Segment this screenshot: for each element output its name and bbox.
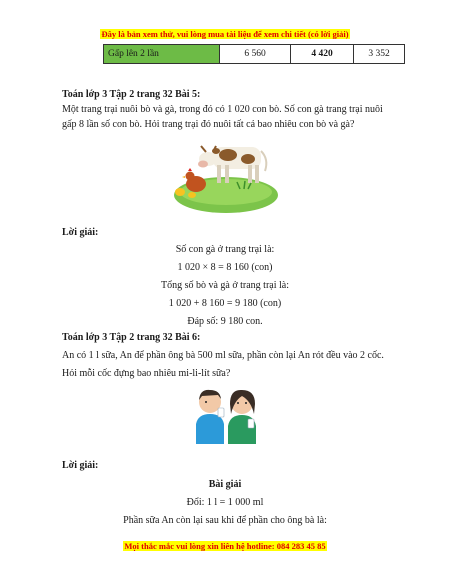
- table-cell-label: Gấp lên 2 lần: [104, 45, 220, 64]
- problem-6-text-line1: An có 1 l sữa, An để phần ông bà 500 ml sữa, phần còn lại An rót đều vào 2 cốc.: [62, 350, 384, 361]
- solution-5-line: 1 020 × 8 = 8 160 (con): [177, 262, 273, 273]
- problem-5-text-line2: gấp 8 lần số con bò. Hỏi trang trại đó nuôi tất cả bao nhiêu con bò và gà?: [62, 119, 355, 130]
- preview-banner: [0, 24, 450, 42]
- preview-banner-text: Đây là bản xem thử, vui lòng mua tài liệu để xem chi tiết (có lời giải): [101, 29, 349, 39]
- hotline-banner-text: Mọi thắc mắc vui lòng xin liên hệ hotline: 084 283 45 85: [124, 541, 326, 551]
- table-cell-value: 6 560: [220, 45, 291, 64]
- hotline-banner: [0, 536, 450, 554]
- table-cell-value: 3 352: [354, 45, 405, 64]
- cow-chicken-illustration: [168, 137, 282, 217]
- solution-5-line: 1 020 + 8 160 = 9 180 (con): [168, 298, 282, 309]
- result-table: [103, 44, 405, 64]
- problem-5-title: Toán lớp 3 Tập 2 trang 32 Bài 5:: [62, 89, 201, 100]
- solution-5-line: Tổng số bò và gà ở trang trại là:: [160, 280, 290, 291]
- table-cell-value-bold: 4 420: [291, 45, 354, 64]
- solution-6-label: Lời giải:: [62, 460, 99, 471]
- problem-6-text-line2: Hỏi mỗi cốc đựng bao nhiêu mi-li-lít sữa?: [62, 368, 231, 379]
- table-row: [104, 45, 405, 64]
- solution-6-line: Phần sữa An còn lại sau khi để phần cho ông bà là:: [123, 515, 327, 526]
- solution-5-label: Lời giải:: [62, 227, 99, 238]
- children-drinking-milk-illustration: [188, 386, 268, 444]
- problem-5-text-line1: Một trang trại nuôi bò và gà, trong đó có 1 020 con bò. Số con gà trang trại nuôi: [62, 104, 383, 115]
- solution-6-line: Đổi: 1 l = 1 000 ml: [186, 497, 264, 508]
- solution-5-line: Đáp số: 9 180 con.: [187, 316, 263, 327]
- solution-6-heading: Bài giải: [208, 479, 242, 490]
- problem-6-title: Toán lớp 3 Tập 2 trang 32 Bài 6:: [62, 332, 201, 343]
- solution-5-line: Số con gà ở trang trại là:: [175, 244, 275, 255]
